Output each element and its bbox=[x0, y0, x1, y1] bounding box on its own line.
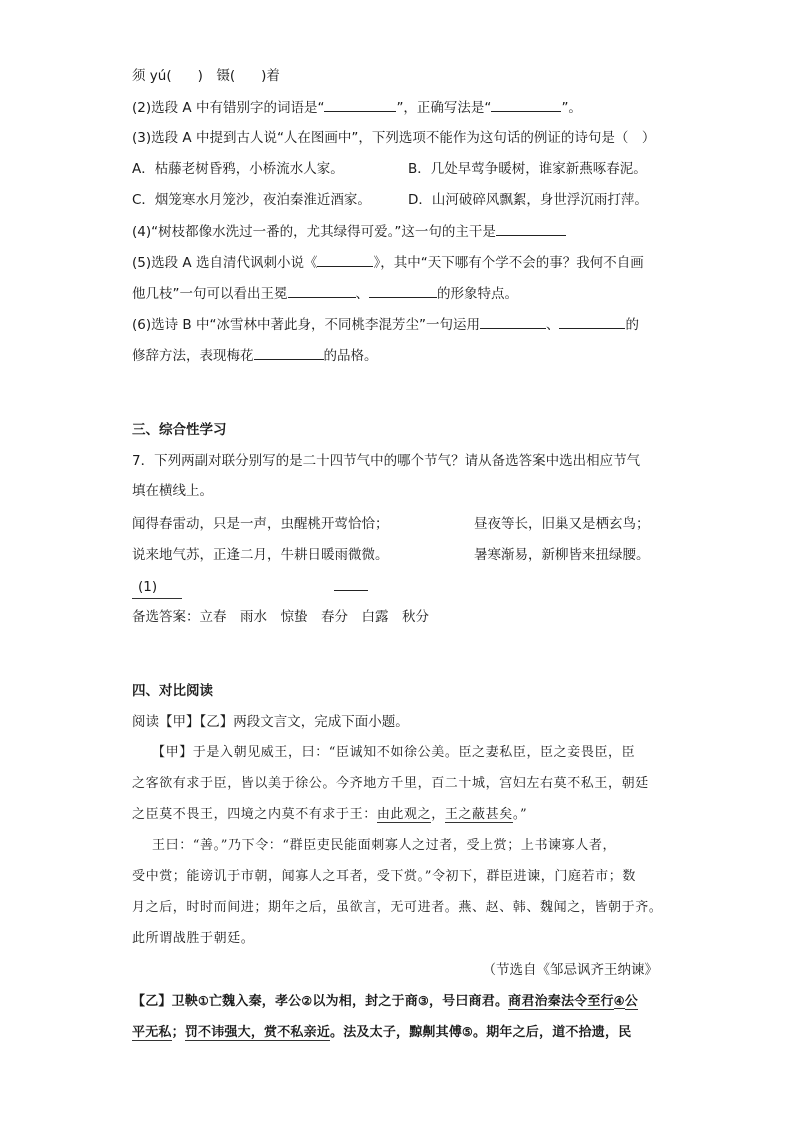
passage-yi-line1: 【乙】卫鞅①亡魏入秦，孝公②以为相，封之于商③，号曰商君。商君治秦法令至行④公 bbox=[132, 994, 638, 1009]
passage-jia-line1: 【甲】于是入朝见威王，曰：“臣诚知不如徐公美。臣之妻私臣，臣之妾畏臣，臣 bbox=[152, 745, 636, 760]
passage-jia-line7: 此所谓战胜于朝廷。 bbox=[132, 931, 255, 946]
answer-blank[interactable] bbox=[559, 314, 625, 329]
answer-blank[interactable] bbox=[369, 283, 437, 298]
question-6-4: (4)“树枝都像水洗过一番的，尤其绿得可爱。”这一句的主干是 bbox=[132, 221, 566, 242]
question-6-5-line2: 他几枝”一句可以看出王冕 、 的形象特点。 bbox=[132, 283, 518, 304]
couplet-2-lower: 暑寒渐易，新柳皆来扭绿腰。 bbox=[474, 547, 650, 563]
underlined-phrase: 商君治秦法令至行 bbox=[508, 994, 614, 1009]
passage-jia-line5: 受中赏；能谤讥于市朝，闻寡人之耳者，受下赏。”令初下，群臣进谏，门庭若市；数 bbox=[132, 869, 636, 884]
answer-blank[interactable] bbox=[496, 221, 566, 236]
question-7-line1: 7．下列两副对联分别写的是二十四节气中的哪个节气？请从备选答案中选出相应节气 bbox=[132, 453, 641, 469]
answer-blank[interactable] bbox=[324, 97, 396, 112]
question-6-5-line1: (5)选段 A 选自清代讽刺小说《 》，其中“天下哪有个学不会的事？我何不自画 bbox=[132, 252, 644, 273]
reading-intro: 阅读【甲】【乙】两段文言文，完成下面小题。 bbox=[132, 714, 409, 730]
answer-blank[interactable] bbox=[480, 314, 546, 329]
couplet-1-upper: 闻得春雷动，只是一声，虫醒桃开莺恰恰； bbox=[132, 516, 389, 532]
answer-row bbox=[132, 576, 368, 599]
answer-blank[interactable] bbox=[317, 252, 373, 267]
passage-jia-line2: 之客欲有求于臣，皆以美于徐公。今齐地方千里，百二十城，宫妇左右莫不私王，朝廷 bbox=[132, 776, 649, 791]
question-6-3: (3)选段 A 中提到古人说“人在图画中”，下列选项不能作为这句话的例证的诗句是（ ） bbox=[132, 130, 656, 146]
question-6-2: (2)选段 A 中有错别字的词语是“ ”，正确写法是“ ”。 bbox=[132, 97, 582, 118]
passage-jia-line6: 月之后，时时而间进；期年之后，虽欲言，无可进者。燕、赵、韩、魏闻之，皆朝于齐。 bbox=[132, 900, 663, 915]
option-a[interactable]: A．枯藤老树昏鸦，小桥流水人家。 bbox=[132, 161, 344, 177]
underlined-phrase: 王之蔽甚矣 bbox=[444, 807, 513, 822]
passage-source: （节选自《邹忌讽齐王纳谏》 bbox=[482, 962, 658, 978]
option-d[interactable]: D．山河破碎风飘絮，身世浮沉雨打萍。 bbox=[408, 192, 648, 208]
option-b[interactable]: B．几处早莺争暖树，谁家新燕啄春泥。 bbox=[408, 161, 647, 177]
answer-blank[interactable] bbox=[254, 345, 324, 360]
underlined-phrase: 罚不讳强大，赏不私亲近 bbox=[184, 1025, 331, 1040]
answer-1-blank[interactable]: (1) bbox=[132, 577, 182, 599]
section-title-3: 三、综合性学习 bbox=[132, 422, 227, 438]
option-c[interactable]: C．烟笼寒水月笼沙，夜泊秦淮近酒家。 bbox=[132, 192, 371, 208]
answer-blank[interactable] bbox=[288, 283, 356, 298]
option-row-ab bbox=[132, 159, 647, 179]
option-row-cd bbox=[132, 190, 648, 210]
underlined-phrase: 由此观之 bbox=[376, 807, 432, 822]
passage-jia-line4: 王曰：“善。”乃下令：“群臣吏民能面刺寡人之过者，受上赏；上书谏寡人者， bbox=[152, 838, 617, 853]
couplet-row-2 bbox=[132, 545, 650, 565]
couplet-row-1 bbox=[132, 514, 650, 534]
section-title-4: 四、对比阅读 bbox=[132, 683, 213, 699]
pinyin-fill-line: 须 yú( ) 镊( )着 bbox=[132, 68, 280, 84]
question-6-6-line1: (6)选诗 B 中“冰雪林中著此身，不同桃李混芳尘”一句运用 、 的 bbox=[132, 314, 639, 335]
couplet-2-upper: 昼夜等长，旧巢又是栖玄鸟； bbox=[474, 516, 650, 532]
question-7-line2: 填在横线上。 bbox=[132, 483, 213, 499]
passage-yi-line2: 平无私；罚不讳强大，赏不私亲近。法及太子，黥劓其傅⑤。期年之后，道不拾遗，民 bbox=[132, 1025, 632, 1040]
passage-jia-line3: 之臣莫不畏王，四境之内莫不有求于王：由此观之，王之蔽甚矣。” bbox=[132, 807, 528, 822]
answer-blank[interactable] bbox=[491, 97, 561, 112]
underlined-phrase: 平无私 bbox=[132, 1025, 172, 1040]
question-6-6-line2: 修辞方法，表现梅花 的品格。 bbox=[132, 345, 378, 366]
answer-2-blank[interactable] bbox=[334, 576, 368, 591]
couplet-1-lower: 说来地气苏，正逢二月，牛耕日暖雨微微。 bbox=[132, 547, 389, 563]
option-list: 备选答案：立春 雨水 惊蛰 春分 白露 秋分 bbox=[132, 609, 429, 625]
